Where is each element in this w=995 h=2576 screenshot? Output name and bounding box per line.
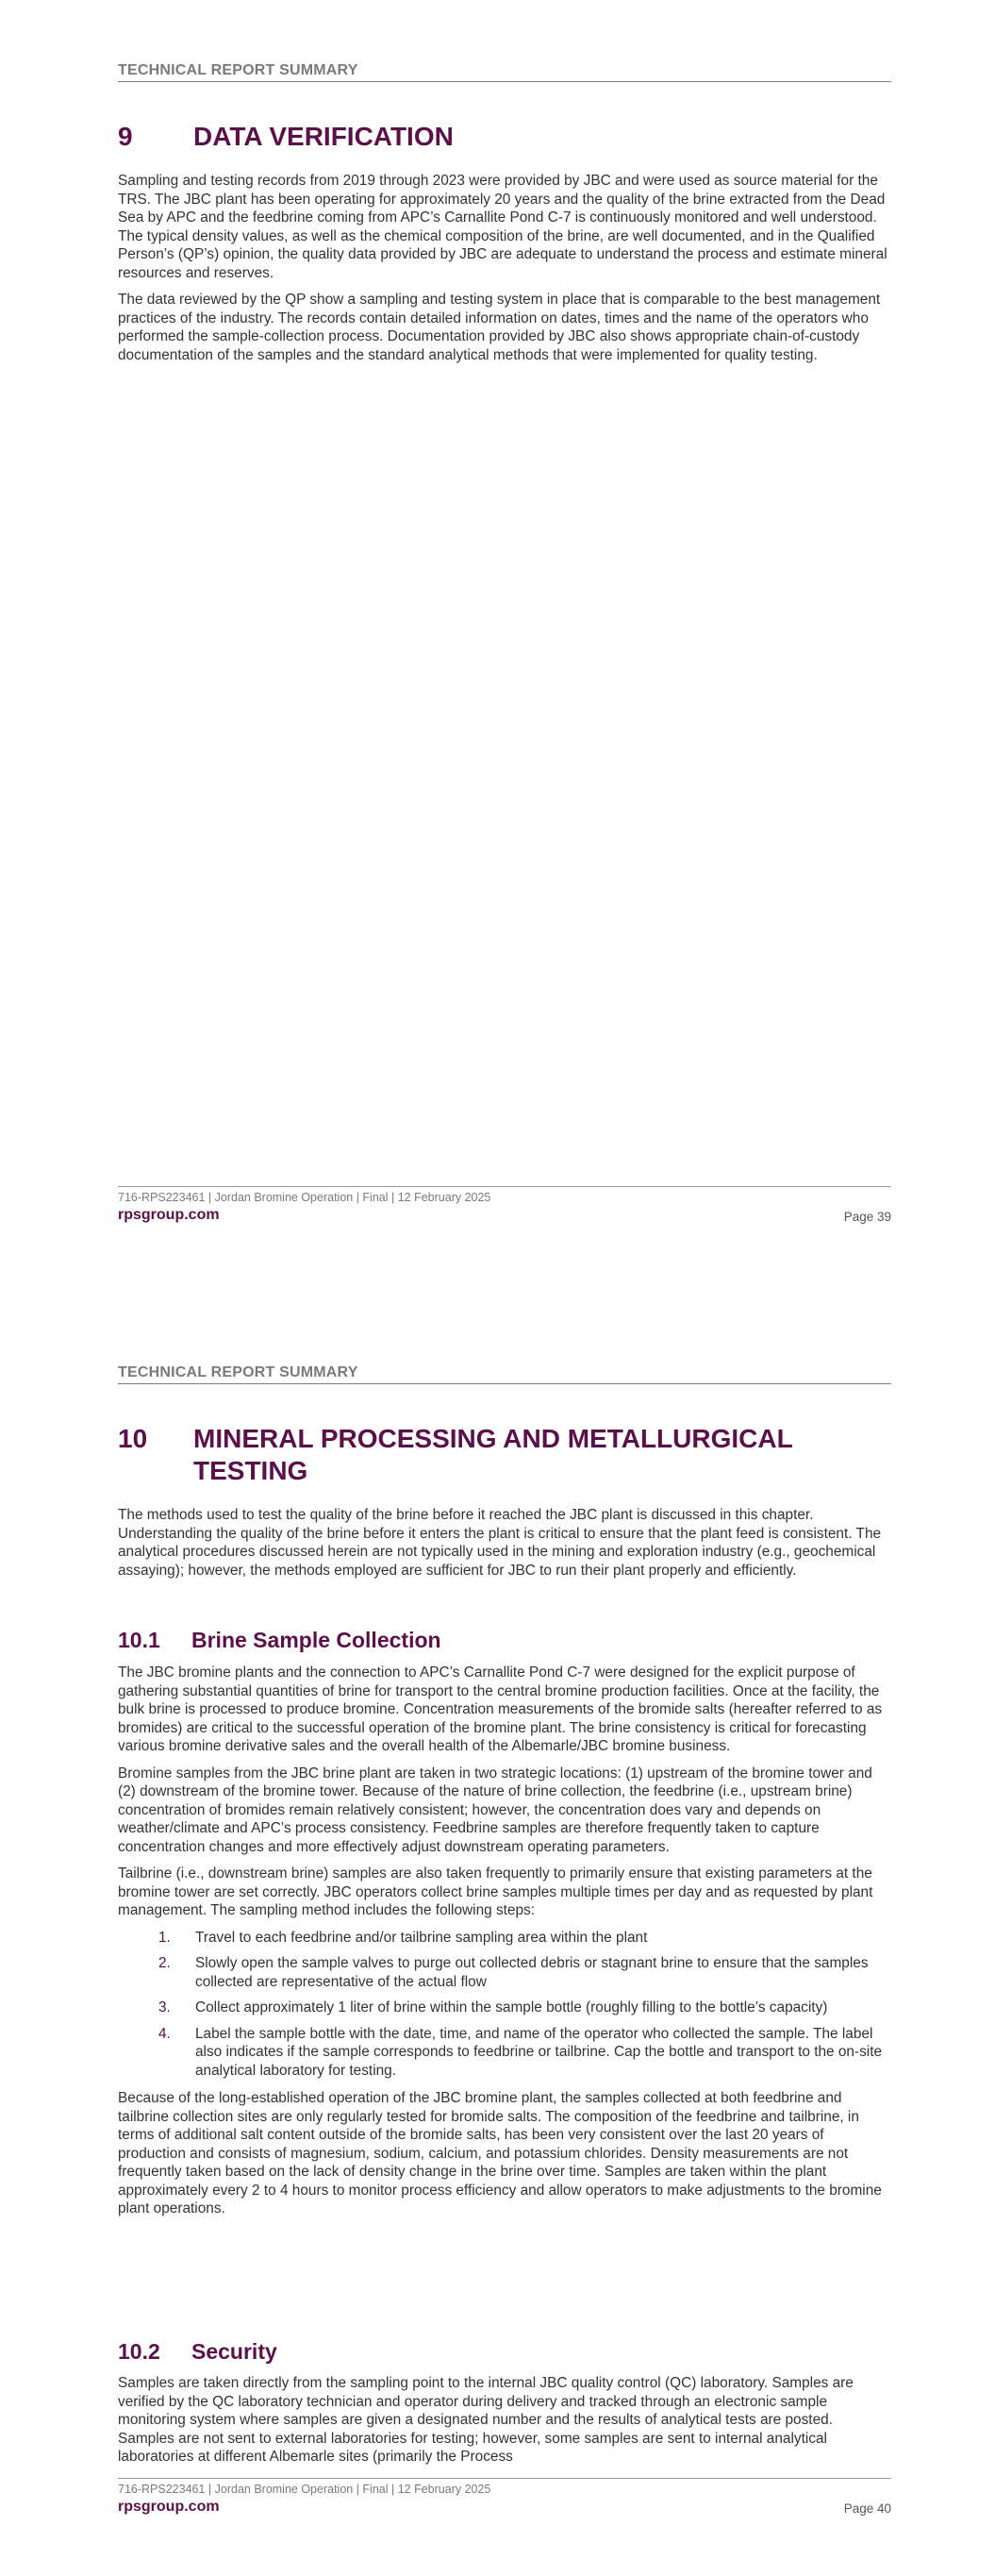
list-item-text: Travel to each feedbrine and/or tailbrine sampling area within the plant bbox=[195, 1929, 648, 1946]
footer-divider bbox=[118, 1186, 891, 1187]
paragraph: Samples are taken directly from the sampling point to the internal JBC quality control (QC) laboratory. Samples are verified by the QC laboratory technician and operator during delivery and tracked through an electronic sample monitoring system where samples are given a designated number and the results of analytical tests are posted. Samples are not sent to external laboratories for testing; however, some samples are sent to internal analytical laboratories at different Albemarle sites (primarily the Process bbox=[118, 2375, 854, 2465]
sampling-steps-list bbox=[118, 1929, 891, 2081]
header-divider bbox=[118, 1383, 891, 1384]
paragraph: Sampling and testing records from 2019 through 2023 were provided by JBC and were used as source material for the TRS. The JBC plant has been operating for approximately 20 years and the quality of the brine extracted from the Dead Sea by APC and the feedbrine coming from APC’s Carnallite Pond C-7 is continuously monitored and well understood. The typical density values, as well as the chemical composition of the brine, are well documented, and in the Qualified Person’s (QP’s) opinion, the quality data provided by JBC are adequate to understand the process and estimate mineral resources and reserves. bbox=[118, 173, 887, 281]
report-page-40 bbox=[0, 1293, 995, 2576]
list-item bbox=[118, 1999, 891, 2017]
section-title: MINERAL PROCESSING AND METALLURGICAL TESTING bbox=[193, 1424, 793, 1485]
section-number: 10 bbox=[118, 1424, 148, 1453]
section-intro bbox=[118, 1506, 891, 1588]
running-header: TECHNICAL REPORT SUMMARY bbox=[118, 1364, 358, 1380]
footer-document-info: 716-RPS223461 | Jordan Bromine Operation | Final | 12 February 2025 bbox=[118, 1191, 491, 1204]
list-item-text: Collect approximately 1 liter of brine within the sample bottle (roughly filling to the bottle’s capacity) bbox=[195, 1999, 828, 2016]
list-item-text: Label the sample bottle with the date, time, and name of the operator who collected the sample. The label also indicates if the sample corresponds to feedbrine or tailbrine. Cap the bottle and transport to the on-site analytical laboratory for testing. bbox=[195, 2025, 883, 2079]
footer-document-info: 716-RPS223461 | Jordan Bromine Operation | Final | 12 February 2025 bbox=[118, 2483, 491, 2496]
paragraph: Bromine samples from the JBC brine plant are taken in two strategic locations: (1) upstream of the bromine tower and (2) downstream of the bromine tower. Because of the nature of brine collection, the feedbrine (i.e., upstream brine) concentration of bromides remain relatively consistent; however, the concentration does vary and depends on weather/climate and APC’s process consistency. Feedbrine samples are therefore frequently taken to capture concentration changes and more effectively adjust downstream operating parameters. bbox=[118, 1765, 872, 1855]
subsection-number: 10.1 bbox=[118, 1628, 160, 1652]
list-item bbox=[118, 1954, 891, 1991]
page-number: Page 40 bbox=[843, 2501, 891, 2516]
subsection-title: Brine Sample Collection bbox=[191, 1628, 441, 1652]
running-header: TECHNICAL REPORT SUMMARY bbox=[118, 62, 358, 78]
section-title: DATA VERIFICATION bbox=[193, 122, 454, 151]
paragraph: The JBC bromine plants and the connection to APC’s Carnallite Pond C-7 were designed for the explicit purpose of gathering substantial quantities of brine for transport to the central bromine production facilities. Once at the facility, the bulk brine is processed to produce bromine. Concentration measurements of the bromide salts (hereafter referred to as bromides) are critical to the successful operation of the bromine plant. The brine consistency is critical for forecasting various bromine derivative sales and the overall health of the Albemarle/JBC bromine business. bbox=[118, 1664, 883, 1754]
subsection-body-security bbox=[118, 2374, 891, 2475]
subsection-body-brine-sample-collection bbox=[118, 1664, 891, 2227]
list-item-text: Slowly open the sample valves to purge out collected debris or stagnant brine to ensure that the samples collected are representative of the actual flow bbox=[195, 1955, 869, 1990]
subsection-title: Security bbox=[191, 2339, 277, 2364]
paragraph: The data reviewed by the QP show a sampling and testing system in place that is comparable to the best management practices of the industry. The records contain detailed information on dates, times and the name of the operators who performed the sample-collection process. Documentation provided by JBC also shows appropriate chain-of-custody documentation of the samples and the standard analytical methods that were implemented for quality testing. bbox=[118, 292, 881, 363]
list-marker: 4. bbox=[158, 2025, 171, 2042]
list-marker: 3. bbox=[158, 1999, 171, 2016]
section-body bbox=[118, 172, 891, 373]
list-item bbox=[118, 1929, 891, 1948]
paragraph: Because of the long-established operation of the JBC bromine plant, the samples collected at both feedbrine and tailbrine collection sites are only regularly tested for bromide salts. The composition of the feedbrine and tailbrine, in terms of additional salt content outside of the bromide salts, has been very consistent over the last 20 years of production and consists of magnesium, sodium, calcium, and potassium chlorides. Density measurements are not frequently taken based on the lack of density change in the brine over time. Samples are taken within the plant approximately every 2 to 4 hours to monitor process efficiency and allow operators to make adjustments to the bromine plant operations. bbox=[118, 2090, 882, 2216]
page-number: Page 39 bbox=[843, 1210, 891, 1224]
subsection-number: 10.2 bbox=[118, 2339, 160, 2364]
header-divider bbox=[118, 81, 891, 82]
paragraph: Tailbrine (i.e., downstream brine) samples are also taken frequently to primarily ensure that existing parameters at the bromine tower are set correctly. JBC operators collect brine samples multiple times per day and as requested by plant management. The sampling method includes the following steps: bbox=[118, 1865, 873, 1918]
footer-website-link[interactable]: rpsgroup.com bbox=[118, 2499, 220, 2515]
footer-website-link[interactable]: rpsgroup.com bbox=[118, 1207, 220, 1223]
list-item bbox=[118, 2025, 891, 2081]
paragraph: The methods used to test the quality of the brine before it reached the JBC plant is discussed in this chapter. Understanding the quality of the brine before it enters the plant is critical to ensure that the plant feed is consistent. The analytical procedures discussed herein are not typically used in the mining and exploration industry (e.g., geochemical assaying); however, the methods employed are sufficient for JBC to run their plant properly and efficiently. bbox=[118, 1507, 882, 1579]
footer-divider bbox=[118, 2478, 891, 2479]
list-marker: 2. bbox=[158, 1955, 171, 1971]
section-number: 9 bbox=[118, 122, 133, 151]
list-marker: 1. bbox=[158, 1929, 171, 1946]
